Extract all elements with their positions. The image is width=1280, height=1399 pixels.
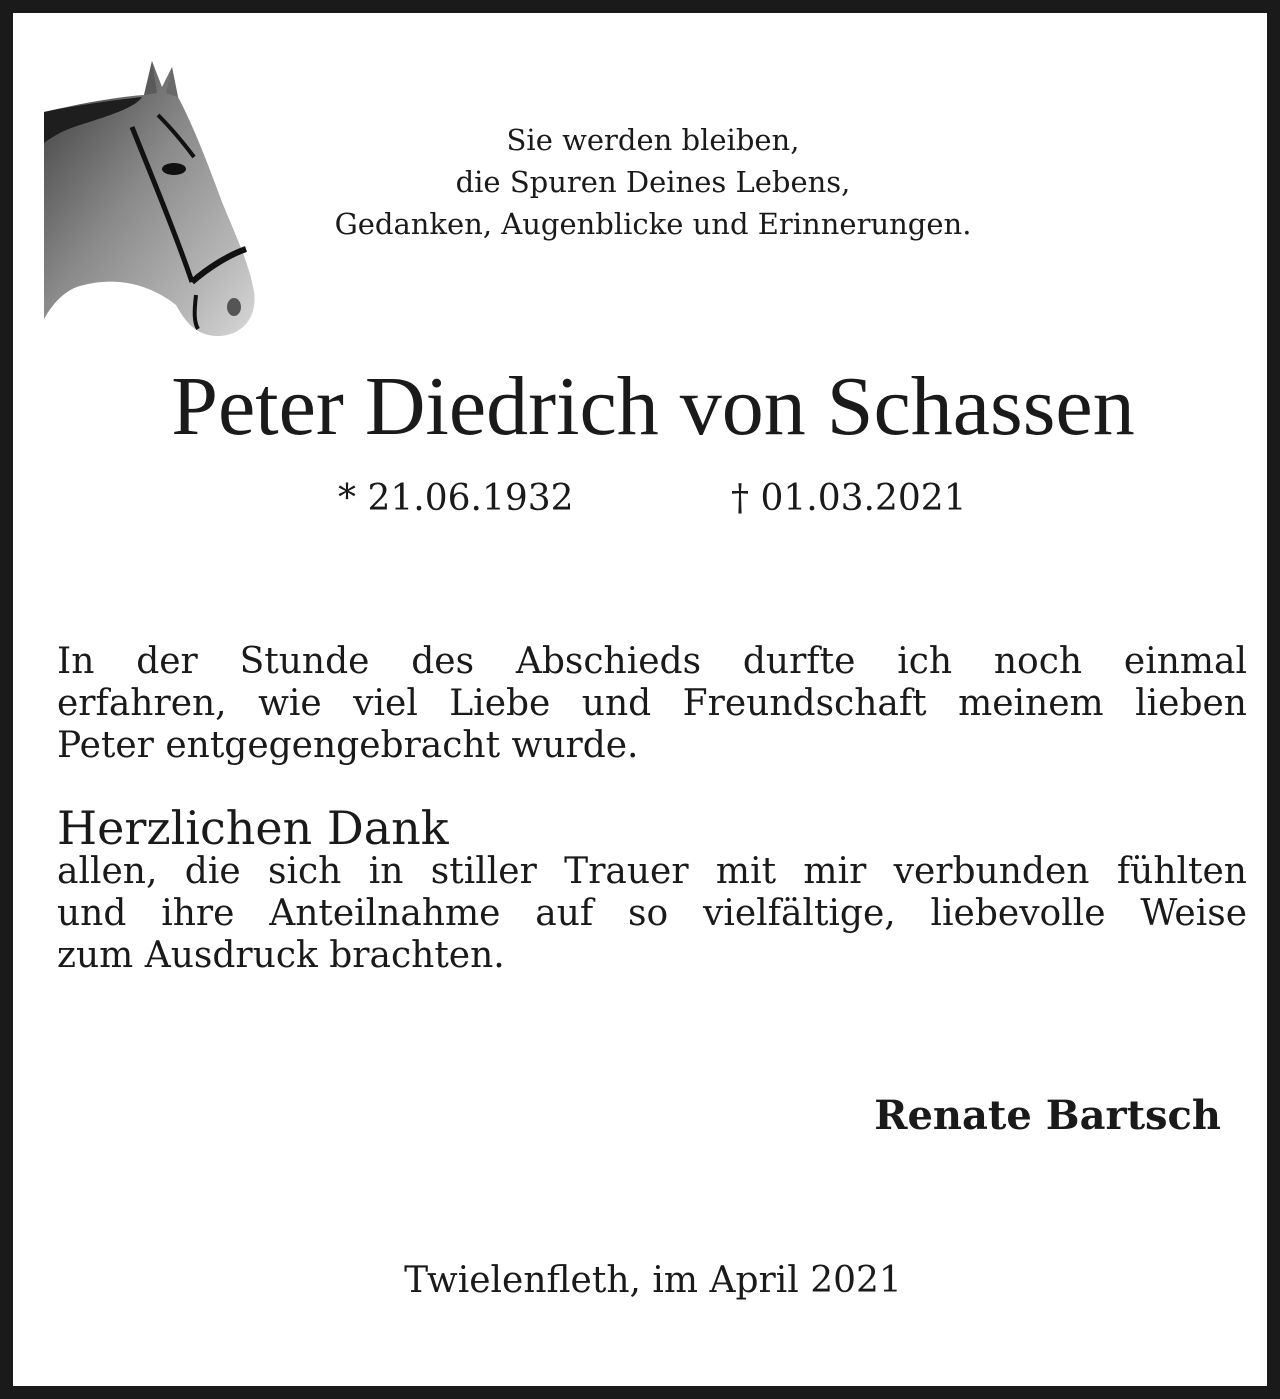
death-date: † 01.03.2021 bbox=[731, 478, 967, 519]
paragraph-line: erfahren, wie viel Liebe und Freundschaft meinem lieben bbox=[57, 683, 1247, 724]
signature: Renate Bartsch bbox=[874, 1092, 1221, 1139]
motto-line: die Spuren Deines Lebens, bbox=[455, 165, 851, 199]
paragraph-line: Peter entgegengebracht wurde. bbox=[57, 725, 639, 766]
place-and-date: Twielenfleth, im April 2021 bbox=[404, 1260, 902, 1301]
farewell-paragraph bbox=[57, 641, 1247, 767]
paragraph-line: und ihre Anteilnahme auf so vielfältige, liebevolle Weise bbox=[57, 893, 1247, 934]
birth-date: * 21.06.1932 bbox=[338, 478, 574, 519]
paragraph-line: In der Stunde des Abschieds durfte ich noch einmal bbox=[57, 641, 1247, 682]
horse-head-image bbox=[44, 57, 259, 341]
motto-verse bbox=[273, 119, 1033, 245]
thanks-paragraph bbox=[57, 851, 1247, 977]
thanks-heading: Herzlichen Dank bbox=[57, 801, 449, 855]
motto-line: Sie werden bleiben, bbox=[506, 123, 800, 157]
paragraph-line: zum Ausdruck brachten. bbox=[57, 935, 505, 976]
motto-line: Gedanken, Augenblicke und Erinnerungen. bbox=[334, 207, 972, 241]
deceased-name: Peter Diedrich von Schassen bbox=[171, 360, 1135, 453]
paragraph-line: allen, die sich in stiller Trauer mit mir verbunden fühlten bbox=[57, 851, 1247, 892]
